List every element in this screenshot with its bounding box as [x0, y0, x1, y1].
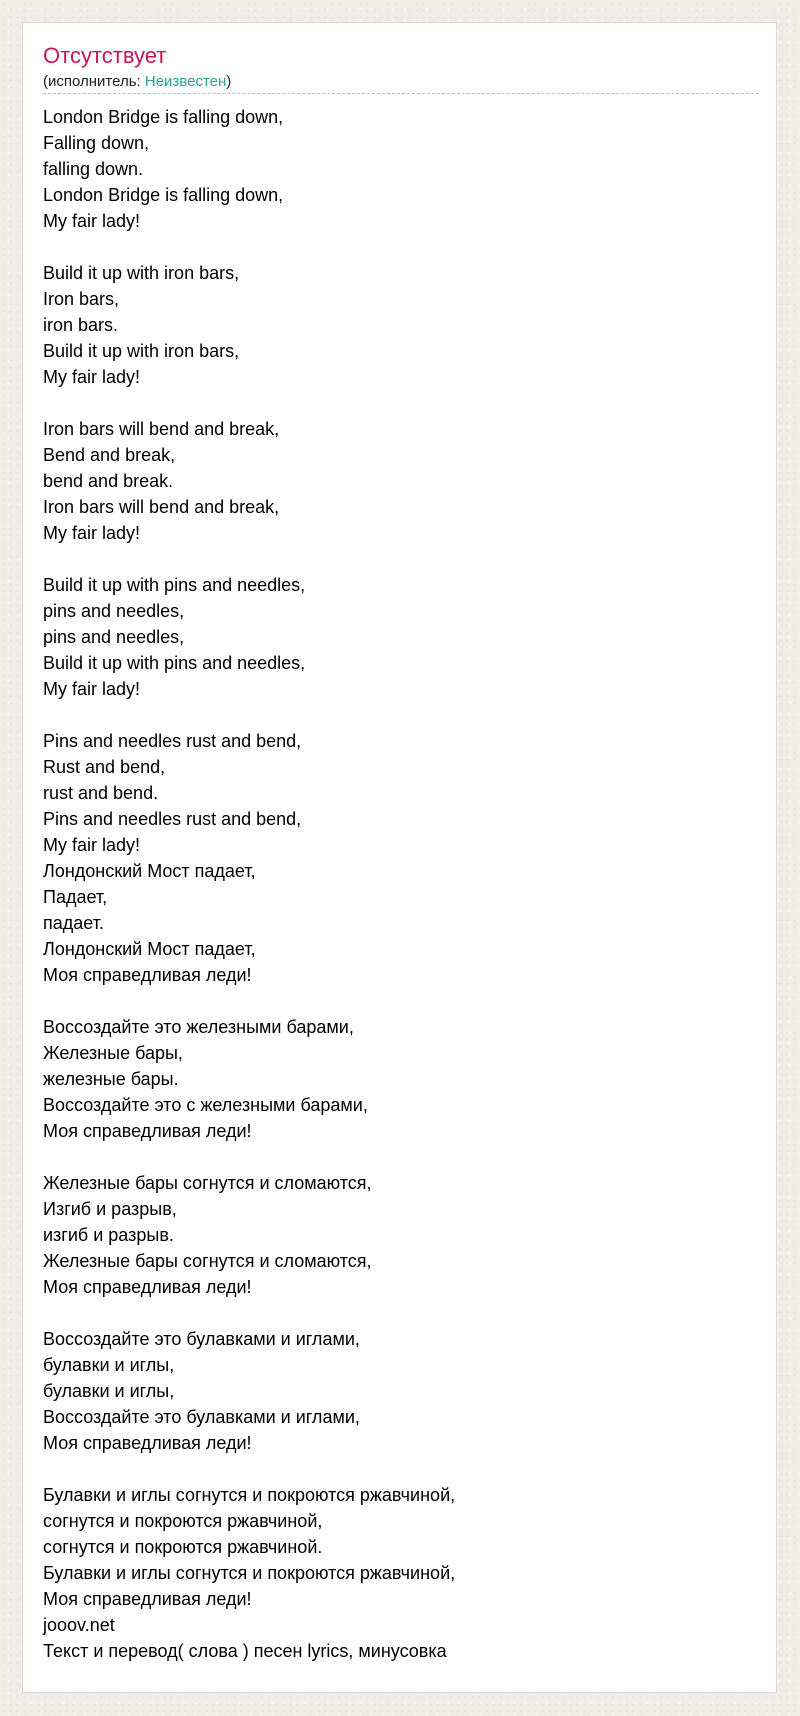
- artist-line: [43, 73, 231, 91]
- song-title: Отсутствует: [43, 43, 167, 68]
- lyrics-text: London Bridge is falling down, Falling down, falling down. London Bridge is falling down, My fair lady! Build it up with iron bars, Iron bars, iron bars. Build it up with iron bars, My fair lady! Iron bars will bend and break, Bend and break, bend and break. Iron bars will bend and break, My fair lady! Build it up with pins and needles, pins and needles, pins and needles, Build it up with pins and needles, My fair lady! Pins and needles rust and bend, Rust and bend, rust and bend. Pins and needles rust and bend, My fair lady! Лондонский Мост падает, Падает, падает. Лондонский Мост падает, Моя справедливая леди! Воссоздайте это железными барами, Железные бары, железные бары. Воссоздайте это с железными барами, Моя справедливая леди! Железные бары согнутся и сломаются, Изгиб и разрыв, изгиб и разрыв. Железные бары согнутся и сломаются, Моя справедливая леди! Воссоздайте это булавками и иглами, булавки и иглы, булавки и иглы, Воссоздайте это булавками и иглами, Моя справедливая леди! Булавки и иглы согнутся и покроются ржавчиной, согнутся и покроются ржавчиной, согнутся и покроются ржавчиной. Булавки и иглы согнутся и покроются ржавчиной, Моя справедливая леди! jooov.net Текст и перевод( слова ) песен lyrics, минусовка: [43, 107, 456, 1661]
- divider: [43, 93, 759, 94]
- artist-prefix: (исполнитель:: [43, 73, 145, 90]
- lyrics-card: [22, 22, 777, 1693]
- artist-link[interactable]: Неизвестен: [144, 73, 227, 90]
- artist-suffix: ): [226, 73, 232, 90]
